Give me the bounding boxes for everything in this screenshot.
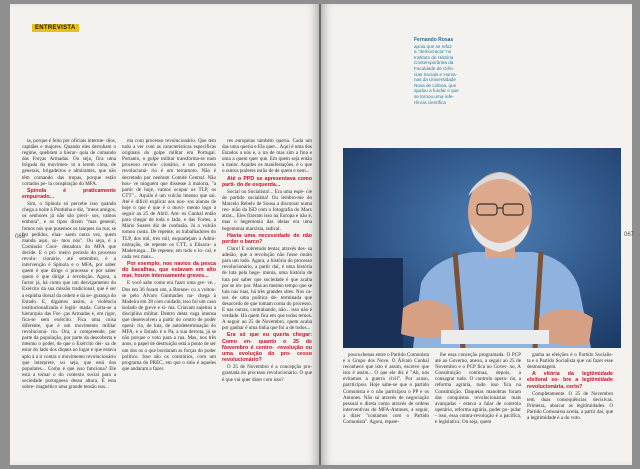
article-column-4 — [343, 352, 429, 448]
section-tag: ENTREVISTA — [32, 24, 79, 32]
caption-line: Nova de Lisboa, que — [414, 82, 457, 88]
interview-answer: Sim, o Spínola só percebe isso quando chega a noite à Pontinha e diz, "meus amigos, os senhores já não são preci- sos, vamos embora", e os tipos dizem "mas general, fomos nós que pusemos os tanques na rua; se fez pedidos, elaa- saem outra vez, quem manda aqui, so- mos nós". Ou seja, é a Comissão Coor- denadora do MFA que decide. E o pri- meiro período do processo revolu- cionário, até setembro, é a intervenção é Spínola e o MFA, por saber quem é que dirige o processo e por saber quem é que dirige a revolução. Agora, a factor já, há como que um desvigamento do Exército da sua missão tradicional, que é ser a espinha dorsal da ordem e da se- gurança do Estado. E, digamos assim, a violência institucionalizada é legiti- mada. Corta-se a hierarquia das For- ças Armadas e, em rigor, fica-se sem exército. Fica uma coisa diferente, que é um movimento militar revolucioná- rio. Ora, a compreende, por parte da população, por parte da descoberta e mesmo o poder, de que o Exército dei- xa de estar do lado dos diques ao lugar e que estava apto à a ir contra o movimento revolucionário que interprete, ou seja, que está dos populares... Como é que isso funciona? Ele está a tomar o do contexto social para a sociedade portuguesa dessa altura. É esta sobre- magnético uma grande tensão nos... — [22, 201, 116, 390]
portrait-photo — [343, 148, 621, 348]
interview-answer: res europeias também queria. Cada um das uma queria e Ela quer... Aqui é uma dos Estados a nós e, a ira de mas sim a fina e uma a quem quer que. Em quem seja então a maior. Aquiles os manifestações, é o que o outros poderes estão de de quem e nem... — [222, 138, 312, 175]
interview-answer: poucochenas entre o Partido Comunista e o Grupo dos Nove. O Álvaro Cunhal reconhece que isto é assim, escreve que isto é assim... O que ele diz é "Ah, nós evitamos a guerra civil". Por acaso, parcticipou. Hoje sabe-se que o partido Comunista e o não participou o PP e os Antunes. Não só através de negociação pessoal e direta como através de ordens interventivas do MFA-Antunes, a seguir, a dizer "contamos com o Partido Comunista". Agora, repare- — [343, 352, 429, 426]
interview-question: A vitória da legitimidade eleitoral so- bre a legitimidade revolucionária, certo? — [527, 371, 613, 390]
caption-line: Faculdade de Ciên- — [414, 65, 455, 71]
article-column-5 — [435, 352, 521, 448]
page-number-left: 066 — [15, 234, 26, 240]
caption-line: rência científica — [414, 99, 446, 105]
page-number-right: 067 — [624, 232, 635, 238]
caption-line: Instituto de História — [414, 54, 454, 60]
interview-question: Havia uma necessidade de não perder o barco? — [222, 232, 312, 245]
article-column-2 — [122, 138, 216, 460]
caption-line: cias Sociais e Huma- — [414, 71, 458, 77]
caption-text — [414, 44, 472, 106]
interview-answer: lhe essa conceção programada. O PCP até ao Governo, anexo, a seguir ao 25 de Novembro e o PCP fica no Gover- no, A Constituição continua, depois, a consagrar tudo. O controlo opera- rio, a reforma agrária, tudo isso fica na Constituição. Daquelas manobras foram das conquistas revolucionárias mais avançadas - estava a falar de controlo operário, reforma agrária, poder po- pular - isso, essa contra-revolução é a pacífica, e legislativa. Ou seja, quem — [435, 352, 521, 426]
article-column-6 — [527, 352, 613, 448]
interview-answer: Social ou Socialista!... Era uma espé- cie de partido socialista! Ou lembro-me do Marcelo Rebelo de Sousa a discursar numa reu- nião da ISD com o fotografia do Marx atrás... Eles fizeram isso na Europa e não é, mas o hegemonia das ideias era uma hegemonia marxista, radical. — [222, 188, 312, 232]
caption-line: Contemporânea da — [414, 60, 454, 66]
caption-name: Fernando Rosas — [414, 37, 454, 43]
interview-question: Spínola é praticamente empurrado... — [22, 187, 116, 200]
interview-answer: ma com processo revolucionário. Que tem tudo a ver com as características específicas originais do golpe militar em Portugal. Portanto, o golpe militar transforma-se num processo revolu- cionário, e um processo revolucioná- rio é um terramoto. Não é decretado por nenhum Comité Central. Não hou- ve ninguém que dissesse à maioria, "a partir de hoje, vamos ocupar os TLP, os CTT"... Aquilo é um vulcão imenso que sai. Até é difícil explicar aos nos- sos alunos de hoje o que é que é o movi- mento logo a seguir ao 25 de Abril. Am- es Cunhal então para chegar de toda o lado, e das Fortes, a Mário Soares diz de confusão. Já o vulcão tomou conta. De repente, os trabalhadores do TLP, dos mil, tres mil, esquartejam a Admi- nistração, de repente os CTT, a Elisava- a Maderuoga... De repente, em todo o lo- cal, e cada vez mais... — [122, 138, 216, 260]
interview-answer: ganha as eleições é o Partido Socialis- ta e o Partido Socialista que vai fazer esse desmontagem. — [527, 352, 613, 371]
photo-caption — [414, 38, 472, 105]
caption-line: ajudou a fundar e que — [414, 88, 459, 94]
caption-line: a "democracia" no — [414, 49, 452, 55]
article-column-3 — [222, 138, 312, 460]
portrait-illustration — [343, 148, 621, 348]
caption-line: se tornou uma refe- — [414, 93, 455, 99]
caption-line: nas da Universidade — [414, 77, 456, 83]
interview-answer: O 25 de Novembro é a concepção pro- gramada do processo revolucionário. O que é que vai quer dizer com isso? — [222, 364, 312, 383]
left-page — [10, 4, 319, 465]
interview-question: Até o PPD se apresentava como parti- do de esquerda... — [222, 175, 312, 188]
bottom-text-strip — [343, 352, 621, 448]
interview-answer: E você sabe como era fazer uma gre- ve... Dos em 36 foram um, a Brenne- co a voltou-se pelo Alvaro Guimarães na- chega à Madeira em 38 com cuidado, isso foi um caso isolado de greve e si- ma. Criavam sujeitos a disciplina militar. Dentro desta vaga imensa que desenvolveu a partir do centro de poder operá- rio, de luta, de autodeterminação do MFA, e o Estado é o Pa, a sua derrota, já se não porque o voto para a rua. Mas, nos três anos, o papel de destruição está a ponto de ser um dos os o que bordaram as forças do poder político. Isso são os contrários, com um programa do PREC, em que o sitio é aqueles que andaram a fazer. — [122, 280, 216, 372]
interview-question: Era só que eu queria chegar: Como en- quanto o 25 de Novembro é centro- -revolução ou uma evolução do pro- cesso revolucionário? — [222, 332, 312, 364]
interview-answer: Completamente. O 25 de Novembro tem duas consequências decisivas. Primeira, abarcar as legitimidades. O Partido Comunista aceita, a partir daí, que a legitimidade é a do voto. — [527, 390, 613, 422]
caption-line: apoia que se refaz — [414, 43, 452, 49]
interview-answer: ta, porque é feito por oficiais interme- dios, capitães e majores. Quando eles derrubam o regime, quebram a hierar- quia de comando das Forças Armadas. Ou seja, fica uma brigada do movimen- to a lerem cima, de generais, brigadeiros e almirantes, que não têm comando das tropas, porque estão cortados pe- la conspiração do MFA. — [22, 138, 116, 187]
interview-answer: Claro! E sobretudo tentar, através des- sa adesão, que a revolução não fosse muito para um lado. Agora, a história do processo revolucionário, a partir daí, é uma história de luta pela hege- monia, uma história de luta por saber que sociedade é que acaba por se im- por. Mas ao mesmo tempo que se luta nas ruas, há três grandes sites. Nos ca- sos de uma política de- terminada que desacordo de que tomam conta do processo. E nas outras, contrabando, não... isso não é verdade. Há quem fica em que todos temos. A seguir ao 25 de Novembro, quem acaba por ganhar é uma linha que foi a de todos... — [222, 246, 312, 332]
article-column-1 — [22, 138, 116, 460]
interview-question: Por exemplo, nos navios da pesca do bacalhau, que estavam em alto mar, houve intensamente greves... — [122, 260, 216, 280]
